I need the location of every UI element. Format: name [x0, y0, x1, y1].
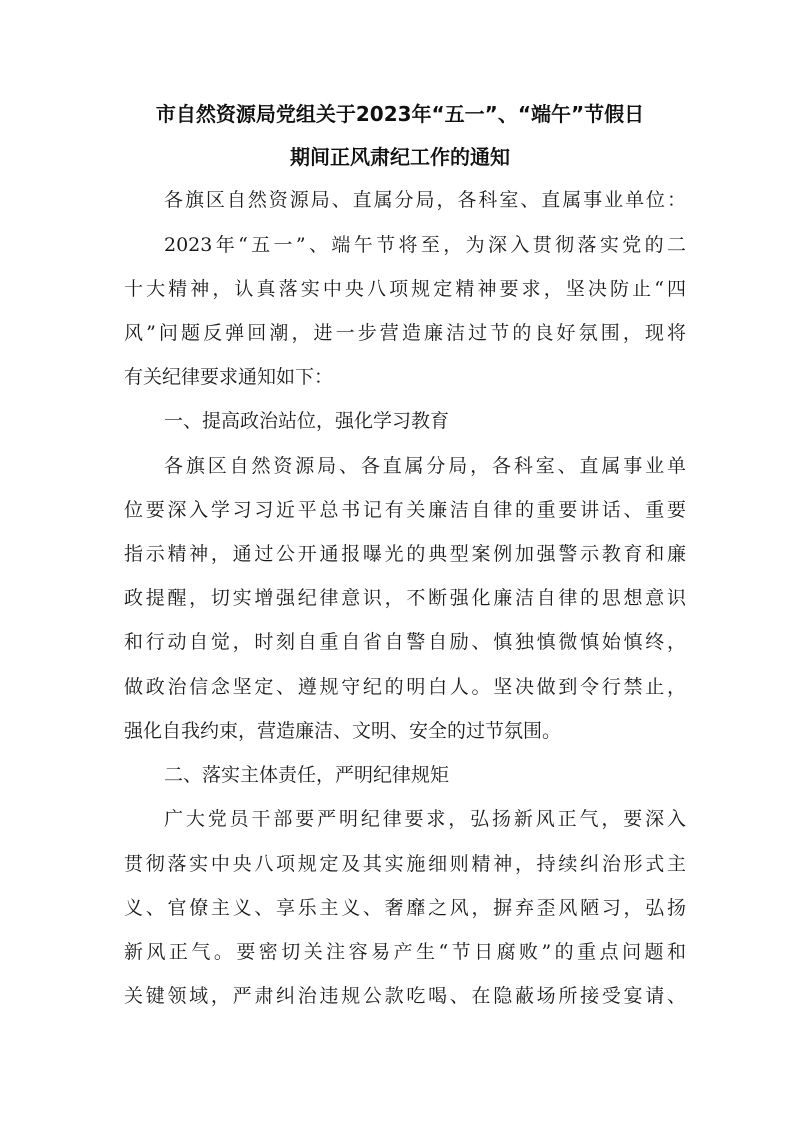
- section-1-paragraph-line: 政提醒，切实增强纪律意识，不断强化廉洁自律的思想意识: [124, 587, 686, 609]
- section-2-paragraph-line: 贯彻落实中央八项规定及其实施细则精神，持续纠治形式主: [124, 853, 686, 875]
- section-1-paragraph-line: 强化自我约束，营造廉洁、文明、安全的过节氛围。: [124, 720, 562, 742]
- intro-paragraph-line: 有关纪律要求通知如下：: [124, 366, 334, 388]
- section-1-paragraph-line: 各旗区自然资源局、各直属分局，各科室、直属事业单: [164, 455, 686, 477]
- intro-paragraph-line: 风”问题反弹回潮，进一步营造廉洁过节的良好氛围，现将: [124, 322, 686, 344]
- section-2-paragraph-line: 义、官僚主义、享乐主义、奢靡之风，摒弃歪风陋习，弘扬: [124, 897, 686, 919]
- section-2-paragraph-line: 新风正气。要密切关注容易产生“节日腐败”的重点问题和: [124, 941, 686, 963]
- section-1-paragraph-line: 指示精神，通过公开通报曝光的典型案例加强警示教育和廉: [124, 543, 686, 565]
- intro-paragraph-line: 十大精神，认真落实中央八项规定精神要求，坚决防止“四: [124, 278, 686, 300]
- section-1-paragraph-line: 和行动自觉，时刻自重自省自警自励、慎独慎微慎始慎终，: [124, 631, 686, 653]
- section-2-paragraph-line: 关键领域，严肃纠治违规公款吃喝、在隐蔽场所接受宴请、: [124, 985, 686, 1007]
- section-heading-2: 二、落实主体责任，严明纪律规矩: [164, 764, 450, 786]
- salutation: 各旗区自然资源局、直属分局，各科室、直属事业单位：: [164, 189, 686, 211]
- section-1-paragraph-line: 位要深入学习习近平总书记有关廉洁自律的重要讲话、重要: [124, 499, 686, 521]
- document-title-line-1: 市自然资源局党组关于2023年“五一”、“端午”节假日: [155, 102, 645, 126]
- section-1-paragraph-line: 做政治信念坚定、遵规守纪的明白人。坚决做到令行禁止，: [124, 676, 686, 698]
- section-heading-1: 一、提高政治站位，强化学习教育: [164, 410, 450, 432]
- section-2-paragraph-line: 广大党员干部要严明纪律要求，弘扬新风正气，要深入: [164, 808, 686, 830]
- intro-paragraph-line: 2023年“五一”、端午节将至，为深入贯彻落实党的二: [164, 234, 686, 256]
- document-title-line-2: 期间正风肃纪工作的通知: [290, 145, 510, 169]
